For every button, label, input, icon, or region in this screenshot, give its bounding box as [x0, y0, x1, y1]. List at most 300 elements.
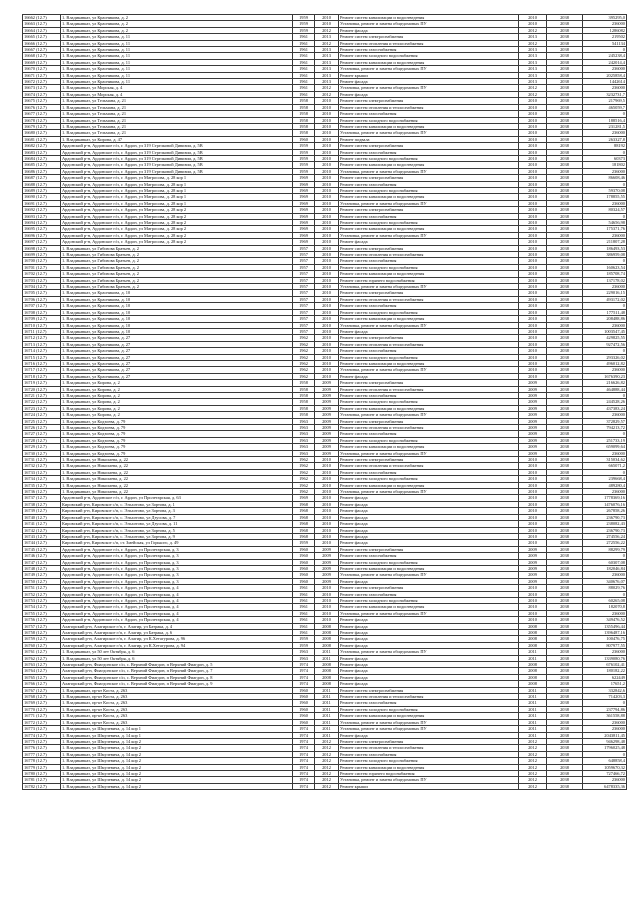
cell-address: 1. Владикавказ, ул Тельмана, д. 21 — [61, 117, 293, 123]
cell-plan-year-to: 2038 — [547, 482, 583, 488]
cell-year-built: 1959 — [293, 149, 315, 155]
cell-last-repair-year: 2008 — [315, 681, 339, 687]
cell-year-built: 1961 — [293, 623, 315, 629]
cell-last-repair-year: 2010 — [315, 258, 339, 264]
cell-work-type: Ремонт систем холодного водоснабжения — [339, 476, 519, 482]
cell-address: 1. Владикавказ, ул Кодзоева, д. 79 — [61, 450, 293, 456]
table-row — [23, 674, 627, 680]
table-row — [23, 79, 627, 85]
cell-year-built: 1959 — [293, 27, 315, 33]
cell-address: Ардонский р-н, Ардонское г/п, г. Ардон, ул Матросова, д. 28 кор 1 — [61, 181, 293, 187]
cell-cost: 794213,72 — [583, 425, 627, 431]
cell-plan-year-from: 2009 — [519, 450, 547, 456]
table-row — [23, 668, 627, 674]
cell-cost: 272556,22 — [583, 540, 627, 546]
cell-row-id: 16730 (12.7) — [23, 450, 61, 456]
table-row — [23, 783, 627, 789]
cell-row-id: 16756 (12.7) — [23, 617, 61, 623]
cell-cost: 178855,55 — [583, 194, 627, 200]
cell-cost: 236000 — [583, 232, 627, 238]
table-row — [23, 489, 627, 495]
cell-last-repair-year: 2010 — [315, 495, 339, 501]
cell-last-repair-year: 2010 — [315, 341, 339, 347]
cell-cost: 0 — [583, 553, 627, 559]
cell-plan-year-from: 2010 — [519, 617, 547, 623]
cell-work-type: Ремонт систем газоснабжения — [339, 348, 519, 354]
cell-plan-year-from: 2010 — [519, 213, 547, 219]
cell-cost: 88299,79 — [583, 546, 627, 552]
table-row — [23, 572, 627, 578]
cell-plan-year-to: 2038 — [547, 450, 583, 456]
cell-cost: 659099,64 — [583, 444, 627, 450]
cell-row-id: 16664 (12.7) — [23, 27, 61, 33]
cell-cost: 332842,6 — [583, 687, 627, 693]
cell-work-type: Ремонт систем электроснабжения — [339, 335, 519, 341]
cell-address: 1. Владикавказ, ул Красникова, д. 27 — [61, 354, 293, 360]
cell-cost: 217969,5 — [583, 98, 627, 104]
cell-year-built: 1968 — [293, 501, 315, 507]
table-row — [23, 111, 627, 117]
cell-work-type: Установка, ремонт и замена общедомовых ПУ — [339, 322, 519, 328]
table-row — [23, 335, 627, 341]
cell-cost: 274556,24 — [583, 533, 627, 539]
cell-work-type: Ремонт систем отопления и теплоснабжения — [339, 425, 519, 431]
cell-last-repair-year: 2010 — [315, 226, 339, 232]
cell-plan-year-from: 2010 — [519, 117, 547, 123]
cell-plan-year-to: 2038 — [547, 591, 583, 597]
cell-work-type: Установка, ремонт и замена общедомовых ПУ — [339, 21, 519, 27]
cell-plan-year-to: 2038 — [547, 662, 583, 668]
cell-address: 1. Владикавказ, пр-кт Коста, д. 263 — [61, 713, 293, 719]
cell-last-repair-year: 2010 — [315, 617, 339, 623]
cell-plan-year-from: 2011 — [519, 726, 547, 732]
cell-plan-year-from: 2010 — [519, 540, 547, 546]
table-row — [23, 245, 627, 251]
cell-address: 1. Владикавказ, ул Красникова, д. 11 — [61, 40, 293, 46]
cell-work-type: Ремонт систем отопления и теплоснабжения — [339, 296, 519, 302]
cell-address: 1. Владикавказ, ул Красникова, д. 10 — [61, 290, 293, 296]
cell-row-id: 16711 (12.7) — [23, 328, 61, 334]
cell-work-type: Ремонт систем отопления и теплоснабжения — [339, 463, 519, 469]
cell-row-id: 16761 (12.7) — [23, 649, 61, 655]
cell-work-type: Ремонт фасада — [339, 642, 519, 648]
cell-row-id: 16712 (12.7) — [23, 335, 61, 341]
cell-plan-year-from: 2010 — [519, 194, 547, 200]
cell-plan-year-to: 2038 — [547, 85, 583, 91]
cell-last-repair-year: 2010 — [315, 162, 339, 168]
cell-work-type: Ремонт систем отопления и теплоснабжения — [339, 252, 519, 258]
cell-address: 1. Владикавказ, ул Тельмана, д. 21 — [61, 98, 293, 104]
cell-cost: 100476,75 — [583, 636, 627, 642]
cell-address: Алагирский р-н, Фиагдонское с/п, с. Верхний Фиагдон, п Верхний Фиагдон, д. 7 — [61, 668, 293, 674]
cell-last-repair-year: 2012 — [315, 751, 339, 757]
cell-year-built: 1958 — [293, 386, 315, 392]
cell-plan-year-from: 2010 — [519, 162, 547, 168]
cell-plan-year-from: 2013 — [519, 34, 547, 40]
cell-work-type: Ремонт систем электроснабжения — [339, 418, 519, 424]
cell-work-type: Ремонт подвала — [339, 136, 519, 142]
table-row — [23, 187, 627, 193]
cell-plan-year-from: 2010 — [519, 495, 547, 501]
cell-work-type: Ремонт систем канализации и водоотведения — [339, 360, 519, 366]
table-row — [23, 649, 627, 655]
cell-plan-year-to: 2038 — [547, 367, 583, 373]
cell-plan-year-to: 2038 — [547, 489, 583, 495]
cell-address: 1. Владикавказ, ул Морская, д. 4 — [61, 91, 293, 97]
cell-year-built: 1957 — [293, 271, 315, 277]
cell-address: 1. Владикавказ, ул Гибизова Братьев, д. 2 — [61, 284, 293, 290]
cell-work-type: Ремонт систем холодного водоснабжения — [339, 758, 519, 764]
cell-plan-year-from: 2010 — [519, 111, 547, 117]
cell-cost: 219502 — [583, 34, 627, 40]
cell-address: 1. Владикавказ, ул Николаева, д. 22 — [61, 469, 293, 475]
cell-last-repair-year: 2010 — [315, 354, 339, 360]
cell-work-type: Ремонт фасада — [339, 655, 519, 661]
cell-year-built: 1963 — [293, 418, 315, 424]
cell-plan-year-from: 2010 — [519, 309, 547, 315]
cell-work-type: Ремонт систем холодного водоснабжения — [339, 437, 519, 443]
table-row — [23, 437, 627, 443]
cell-work-type: Ремонт систем канализации и водоотведения — [339, 123, 519, 129]
cell-address: Кировский р-н, Кировское с/п, с. Эльхотово, ул Дзусова, д. 7 — [61, 514, 293, 520]
cell-plan-year-from: 2012 — [519, 777, 547, 783]
cell-plan-year-to: 2038 — [547, 380, 583, 386]
cell-plan-year-to: 2038 — [547, 392, 583, 398]
table-row — [23, 328, 627, 334]
cell-year-built: 1957 — [293, 316, 315, 322]
cell-address: Ардонский р-н, Ардонское г/п, г. Ардон, ул Матросова, д. 28 кор 2 — [61, 213, 293, 219]
cell-address: 1. Владикавказ, ул Красникова, д. 27 — [61, 373, 293, 379]
cell-plan-year-from: 2010 — [519, 597, 547, 603]
cell-row-id: 16716 (12.7) — [23, 360, 61, 366]
cell-cost: 86608,46 — [583, 175, 627, 181]
cell-row-id: 16742 (12.7) — [23, 527, 61, 533]
cell-work-type: Ремонт систем канализации и водоотведения — [339, 162, 519, 168]
cell-work-type: Ремонт систем канализации и водоотведения — [339, 59, 519, 65]
cell-row-id: 16703 (12.7) — [23, 277, 61, 283]
cell-row-id: 16723 (12.7) — [23, 405, 61, 411]
cell-plan-year-from: 2008 — [519, 668, 547, 674]
cell-last-repair-year: 2013 — [315, 66, 339, 72]
cell-address: Алагирский р-н, Фиагдонское с/п, с. Верхний Фиагдон, п Верхний Фиагдон, д. 5 — [61, 662, 293, 668]
cell-plan-year-to: 2038 — [547, 457, 583, 463]
cell-year-built: 1974 — [293, 738, 315, 744]
table-row — [23, 469, 627, 475]
cell-plan-year-from: 2010 — [519, 335, 547, 341]
cell-plan-year-to: 2038 — [547, 399, 583, 405]
cell-row-id: 16765 (12.7) — [23, 674, 61, 680]
cell-plan-year-from: 2013 — [519, 47, 547, 53]
cell-work-type: Ремонт систем холодного водоснабжения — [339, 155, 519, 161]
cell-plan-year-from: 2009 — [519, 578, 547, 584]
cell-last-repair-year: 2011 — [315, 726, 339, 732]
cell-plan-year-to: 2038 — [547, 104, 583, 110]
table-row — [23, 687, 627, 693]
cell-row-id: 16777 (12.7) — [23, 751, 61, 757]
cell-last-repair-year: 2010 — [315, 501, 339, 507]
cell-row-id: 16704 (12.7) — [23, 284, 61, 290]
cell-address: Ардонский р-н, Ардонское г/п, г. Ардон, ул Матросова, д. 28 кор 2 — [61, 232, 293, 238]
cell-last-repair-year: 2008 — [315, 630, 339, 636]
cell-year-built: 1958 — [293, 392, 315, 398]
table-row — [23, 726, 627, 732]
cell-work-type: Ремонт систем электроснабжения — [339, 175, 519, 181]
cell-work-type: Установка, ремонт и замена общедомовых ПУ — [339, 572, 519, 578]
cell-plan-year-to: 2038 — [547, 277, 583, 283]
cell-cost: 1676390,23 — [583, 373, 627, 379]
cell-row-id: 16768 (12.7) — [23, 694, 61, 700]
cell-row-id: 16678 (12.7) — [23, 117, 61, 123]
cell-work-type: Установка, ремонт и замена общедомовых ПУ — [339, 168, 519, 174]
cell-work-type: Ремонт систем холодного водоснабжения — [339, 264, 519, 270]
table-row — [23, 232, 627, 238]
cell-cost: 236000 — [583, 322, 627, 328]
cell-last-repair-year: 2010 — [315, 111, 339, 117]
cell-year-built: 1958 — [293, 412, 315, 418]
table-row — [23, 213, 627, 219]
cell-address: 1. Владикавказ, пр-кт Коста, д. 263 — [61, 687, 293, 693]
cell-plan-year-from: 2010 — [519, 21, 547, 27]
table-row — [23, 27, 627, 33]
cell-plan-year-from: 2008 — [519, 642, 547, 648]
cell-address: 1. Владикавказ, ул Красникова, д. 10 — [61, 316, 293, 322]
cell-plan-year-to: 2038 — [547, 284, 583, 290]
cell-last-repair-year: 2010 — [315, 252, 339, 258]
cell-last-repair-year: 2010 — [315, 104, 339, 110]
cell-last-repair-year: 2010 — [315, 514, 339, 520]
cell-plan-year-to: 2038 — [547, 98, 583, 104]
cell-plan-year-to: 2038 — [547, 91, 583, 97]
cell-address: Ардонский р-н, Ардонское г/п, г. Ардон, ул Матросова, д. 28 кор 1 — [61, 200, 293, 206]
cell-row-id: 16702 (12.7) — [23, 271, 61, 277]
cell-last-repair-year: 2010 — [315, 335, 339, 341]
cell-cost: 1476076,16 — [583, 501, 627, 507]
cell-plan-year-from: 2011 — [519, 732, 547, 738]
cell-last-repair-year: 2010 — [315, 604, 339, 610]
table-row — [23, 604, 627, 610]
cell-work-type: Ремонт систем электроснабжения — [339, 585, 519, 591]
cell-cost: 186493,53 — [583, 245, 627, 251]
cell-row-id: 16735 (12.7) — [23, 482, 61, 488]
cell-cost: 315034,62 — [583, 457, 627, 463]
cell-plan-year-to: 2038 — [547, 335, 583, 341]
table-row — [23, 514, 627, 520]
cell-last-repair-year: 2011 — [315, 655, 339, 661]
cell-year-built: 1974 — [293, 764, 315, 770]
cell-cost: 236000 — [583, 726, 627, 732]
cell-address: Ардонский р-н, Ардонское г/п, г. Ардон, ул Матросова, д. 28 кор 1 — [61, 194, 293, 200]
cell-year-built: 1963 — [293, 425, 315, 431]
cell-row-id: 16776 (12.7) — [23, 745, 61, 751]
cell-work-type: Ремонт систем газоснабжения — [339, 47, 519, 53]
cell-plan-year-from: 2009 — [519, 559, 547, 565]
cell-last-repair-year: 2013 — [315, 53, 339, 59]
cell-cost: 188516,4 — [583, 117, 627, 123]
cell-last-repair-year: 2010 — [315, 290, 339, 296]
cell-year-built: 1959 — [293, 21, 315, 27]
cell-cost: 464888,44 — [583, 386, 627, 392]
cell-last-repair-year: 2010 — [315, 527, 339, 533]
cell-year-built: 1962 — [293, 335, 315, 341]
cell-address: 1. Владикавказ, ул Шмулевича, д. 14 кор 2 — [61, 745, 293, 751]
table-row — [23, 482, 627, 488]
cell-work-type: Ремонт систем электроснабжения — [339, 738, 519, 744]
cell-plan-year-to: 2038 — [547, 123, 583, 129]
cell-cost: 180182,22 — [583, 668, 627, 674]
cell-address: 1. Владикавказ, ул Шмулевича, д. 14 кор 2 — [61, 758, 293, 764]
cell-last-repair-year: 2009 — [315, 546, 339, 552]
cell-row-id: 16739 (12.7) — [23, 508, 61, 514]
cell-last-repair-year: 2008 — [315, 674, 339, 680]
table-row — [23, 399, 627, 405]
table-row — [23, 662, 627, 668]
cell-plan-year-to: 2038 — [547, 719, 583, 725]
cell-last-repair-year: 2012 — [315, 783, 339, 789]
table-row — [23, 463, 627, 469]
cell-plan-year-from: 2010 — [519, 322, 547, 328]
cell-year-built: 1969 — [293, 181, 315, 187]
cell-row-id: 16687 (12.7) — [23, 175, 61, 181]
cell-plan-year-from: 2010 — [519, 527, 547, 533]
cell-work-type: Ремонт систем канализации и водоотведения — [339, 713, 519, 719]
cell-plan-year-from: 2013 — [519, 59, 547, 65]
cell-cost: 714203,3 — [583, 694, 627, 700]
cell-row-id: 16767 (12.7) — [23, 687, 61, 693]
cell-cost: 17651,2 — [583, 681, 627, 687]
cell-last-repair-year: 2012 — [315, 85, 339, 91]
cell-row-id: 16769 (12.7) — [23, 700, 61, 706]
cell-row-id: 16686 (12.7) — [23, 168, 61, 174]
cell-plan-year-to: 2038 — [547, 578, 583, 584]
cell-address: 1. Владикавказ, ул 50 лет Октября, д. 6 — [61, 649, 293, 655]
cell-year-built: 1959 — [293, 15, 315, 21]
cell-cost: 1003547,45 — [583, 328, 627, 334]
cell-plan-year-from: 2009 — [519, 418, 547, 424]
cell-plan-year-to: 2038 — [547, 425, 583, 431]
cell-address: 1. Владикавказ, ул Красникова, д. 11 — [61, 47, 293, 53]
cell-year-built: 1974 — [293, 726, 315, 732]
cell-cost: 0 — [583, 348, 627, 354]
cell-address: 1. Владикавказ, ул Гибизова Братьев, д. 2 — [61, 252, 293, 258]
cell-cost: 340676,07 — [583, 578, 627, 584]
cell-cost: 263327,8 — [583, 136, 627, 142]
cell-cost: 238082,43 — [583, 521, 627, 527]
cell-plan-year-from: 2010 — [519, 591, 547, 597]
table-row — [23, 777, 627, 783]
cell-cost: 267858,26 — [583, 508, 627, 514]
cell-work-type: Ремонт систем газоснабжения — [339, 303, 519, 309]
cell-plan-year-from: 2012 — [519, 85, 547, 91]
cell-address: 1. Владикавказ, ул Тельмана, д. 21 — [61, 104, 293, 110]
cell-row-id: 16731 (12.7) — [23, 457, 61, 463]
cell-plan-year-to: 2038 — [547, 162, 583, 168]
cell-plan-year-to: 2038 — [547, 264, 583, 270]
table-row — [23, 91, 627, 97]
cell-row-id: 16775 (12.7) — [23, 738, 61, 744]
cell-last-repair-year: 2010 — [315, 469, 339, 475]
cell-row-id: 16773 (12.7) — [23, 726, 61, 732]
cell-plan-year-to: 2038 — [547, 21, 583, 27]
cell-cost: 0 — [583, 181, 627, 187]
cell-plan-year-from: 2010 — [519, 373, 547, 379]
cell-cost: 1396487,16 — [583, 630, 627, 636]
cell-last-repair-year: 2010 — [315, 540, 339, 546]
cell-work-type: Ремонт фасада — [339, 527, 519, 533]
cell-last-repair-year: 2012 — [315, 777, 339, 783]
cell-year-built: 1961 — [293, 604, 315, 610]
table-row — [23, 527, 627, 533]
table-row — [23, 53, 627, 59]
cell-plan-year-to: 2038 — [547, 495, 583, 501]
cell-plan-year-to: 2038 — [547, 15, 583, 21]
cell-address: 1. Владикавказ, ул Красникова, д. 2 — [61, 27, 293, 33]
cell-plan-year-from: 2010 — [519, 476, 547, 482]
cell-row-id: 16778 (12.7) — [23, 758, 61, 764]
cell-row-id: 16713 (12.7) — [23, 341, 61, 347]
table-row — [23, 521, 627, 527]
cell-year-built: 1957 — [293, 303, 315, 309]
cell-address: 1. Владикавказ, ул Николаева, д. 22 — [61, 463, 293, 469]
cell-plan-year-from: 2011 — [519, 649, 547, 655]
cell-address: Кировский р-н, Кировское с/п, с. Эльхотово, ул Зортова, д. 5 — [61, 527, 293, 533]
cell-plan-year-from: 2010 — [519, 220, 547, 226]
table-row — [23, 751, 627, 757]
cell-address: Алагирский р-н, Алагирское г/п, г. Алагир, ул Батрака, д. 4 — [61, 623, 293, 629]
cell-last-repair-year: 2010 — [315, 591, 339, 597]
cell-row-id: 16719 (12.7) — [23, 380, 61, 386]
table-row — [23, 162, 627, 168]
cell-row-id: 16692 (12.7) — [23, 207, 61, 213]
cell-plan-year-to: 2038 — [547, 130, 583, 136]
cell-cost: 0 — [583, 111, 627, 117]
cell-plan-year-from: 2010 — [519, 290, 547, 296]
cell-row-id: 16755 (12.7) — [23, 610, 61, 616]
cell-plan-year-from: 2010 — [519, 155, 547, 161]
table-row — [23, 367, 627, 373]
cell-row-id: 16668 (12.7) — [23, 53, 61, 59]
cell-cost: 182046,84 — [583, 565, 627, 571]
cell-work-type: Ремонт систем электроснабжения — [339, 290, 519, 296]
cell-year-built: 1962 — [293, 469, 315, 475]
cell-cost: 236000 — [583, 130, 627, 136]
cell-address: 1. Владикавказ, ул Тельмана, д. 21 — [61, 130, 293, 136]
cell-address: Ардонский р-н, Ардонское г/п, г. Ардон, ул Пролетарская, д. 4 — [61, 597, 293, 603]
cell-last-repair-year: 2010 — [315, 322, 339, 328]
cell-plan-year-from: 2012 — [519, 764, 547, 770]
cell-year-built: 1959 — [293, 143, 315, 149]
cell-plan-year-from: 2012 — [519, 758, 547, 764]
cell-plan-year-from: 2011 — [519, 706, 547, 712]
cell-year-built: 1958 — [293, 117, 315, 123]
cell-row-id: 16733 (12.7) — [23, 469, 61, 475]
cell-work-type: Ремонт систем канализации и водоотведения — [339, 482, 519, 488]
cell-year-built: 1963 — [293, 437, 315, 443]
cell-work-type: Ремонт фасада — [339, 514, 519, 520]
cell-work-type: Ремонт систем электроснабжения — [339, 457, 519, 463]
cell-year-built: 1962 — [293, 354, 315, 360]
cell-work-type: Ремонт фасада — [339, 27, 519, 33]
cell-cost: 1778369,16 — [583, 495, 627, 501]
cell-plan-year-to: 2038 — [547, 405, 583, 411]
table-row — [23, 630, 627, 636]
table-row — [23, 745, 627, 751]
cell-row-id: 16681 (12.7) — [23, 136, 61, 142]
cell-plan-year-to: 2038 — [547, 66, 583, 72]
cell-plan-year-from: 2010 — [519, 367, 547, 373]
cell-work-type: Ремонт фасада — [339, 521, 519, 527]
cell-work-type: Ремонт систем отопления и теплоснабжения — [339, 104, 519, 110]
cell-row-id: 16725 (12.7) — [23, 418, 61, 424]
